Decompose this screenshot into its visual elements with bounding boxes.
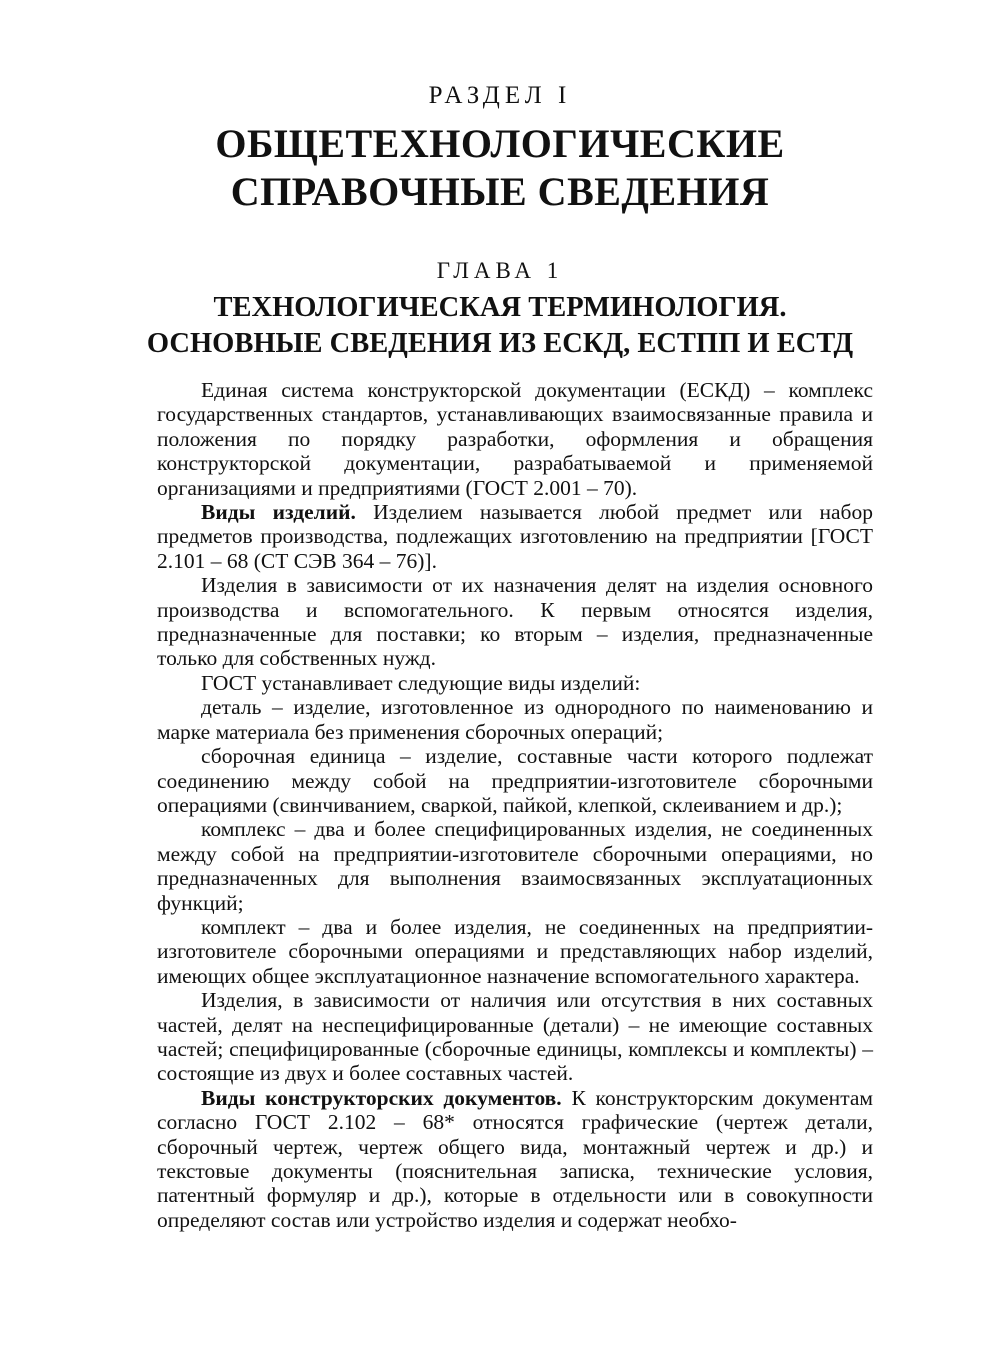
section-label: РАЗДЕЛ I <box>428 82 572 109</box>
section-title <box>0 120 1000 216</box>
list-item-kit: комплект – два и более изделия, не соединенных на предприятии-изготовителе сборочными операциями и представляющих набор изделий, имеющих общее эксплуатационное назначение вспомогательного характера. <box>157 914 873 988</box>
list-item-assembly-unit: сборочная единица – изделие, составные части которого подлежат соединению между собой на предприятии-изготовителе сборочными операциями (свинчиванием, сваркой, пайкой, клепкой, склеиванием и др.); <box>157 744 873 817</box>
paragraph-specified-products: Изделия, в зависимости от наличия или отсутствия в них составных частей, делят на неспецифицированные (детали) – не имеющие составных частей; специфицированные (сборочные единицы, комплексы и комплекты) – состоящие из двух и более составных частей. <box>157 988 873 1086</box>
run-in-heading: Виды конструкторских документов. <box>201 1085 562 1110</box>
body-text <box>157 378 873 1232</box>
paragraph-eskd-definition: Единая система конструкторской документации (ЕСКД) – комплекс государственных стандартов, устанавливающих взаимосвязанные правила и положения по порядку разработки, оформления и обращения конструкторской документации, разрабатываемой и применяемой организациями и предприятиями (ГОСТ 2.001 – 70). <box>157 378 873 500</box>
paragraph-gost-types: ГОСТ устанавливает следующие виды изделий: <box>201 670 641 695</box>
chapter-title-line-1: ТЕХНОЛОГИЧЕСКАЯ ТЕРМИНОЛОГИЯ. <box>213 292 787 323</box>
chapter-title <box>0 290 1000 362</box>
paragraph-product-types <box>157 500 873 573</box>
paragraph-text: Изделием называется любой предмет или набор предметов производства, подлежащих изготовлению на предприятии [ГОСТ 2.101 – 68 (СТ СЭВ 364 – 76)]. <box>157 500 873 573</box>
paragraph-product-purpose: Изделия в зависимости от их назначения делят на изделия основного производства и вспомогательного. К первым относятся изделия, предназначенные для поставки; ко вторым – изделия, предназначенные только для собственных нужд. <box>157 573 873 671</box>
chapter-title-line-2: ОСНОВНЫЕ СВЕДЕНИЯ ИЗ ЕСКД, ЕСТПП И ЕСТД <box>146 328 854 359</box>
list-item-detail: деталь – изделие, изготовленное из однородного по наименованию и марке материала без применения сборочных операций; <box>157 695 873 744</box>
section-title-line-2: СПРАВОЧНЫЕ СВЕДЕНИЯ <box>230 169 770 214</box>
list-item-complex: комплекс – два и более специфицированных изделия, не соединенных между собой на предприятии-изготовителе сборочными операциями, но предназначенных для выполнения взаимосвязанных эксплуатационных функций; <box>157 817 873 915</box>
section-title-line-1: ОБЩЕТЕХНОЛОГИЧЕСКИЕ <box>215 121 785 166</box>
chapter-label: ГЛАВА 1 <box>436 258 564 283</box>
run-in-heading: Виды изделий. <box>201 500 356 525</box>
paragraph-text: К конструкторским документам согласно ГОСТ 2.102 – 68* относятся графические (чертеж детали, сборочный чертеж, чертеж общего вида, монтажный чертеж и др.) и текстовые документы (пояснительная записка, технические условия, патентный формуляр и др.), которые в отдельности или в совокупности определяют состав или устройство изделия и содержат необхо- <box>157 1085 873 1232</box>
paragraph-design-documents <box>157 1086 873 1232</box>
